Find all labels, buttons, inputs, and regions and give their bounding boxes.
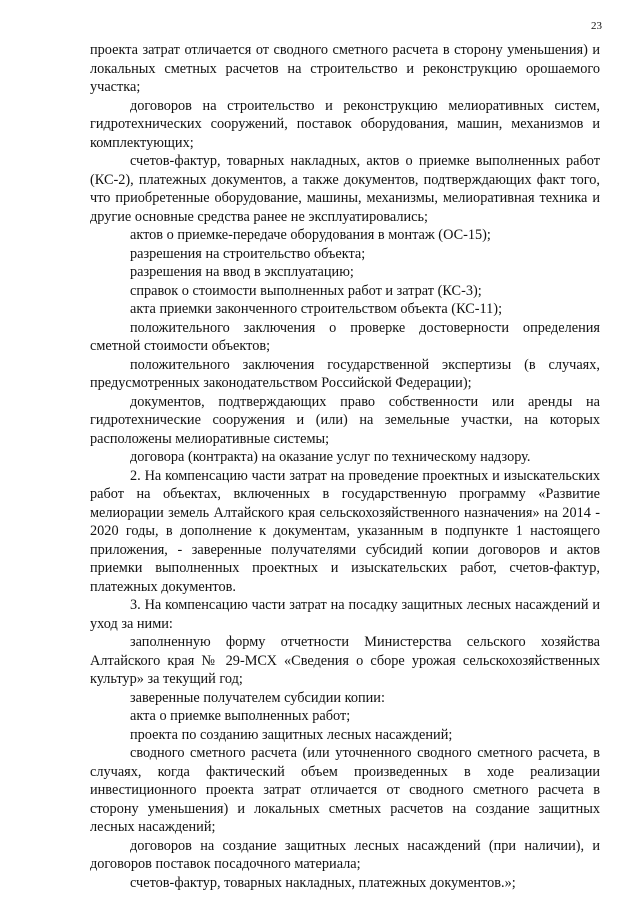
paragraph: положительного заключения о проверке достоверности определения сметной стоимости объектов; bbox=[90, 319, 600, 354]
paragraph: счетов-фактур, товарных накладных, платежных документов.»; bbox=[130, 874, 516, 891]
paragraph: заполненную форму отчетности Министерства сельского хозяйства Алтайского края № 29-МСХ «Сведения о сборе урожая сельскохозяйственных культур» за текущий год; bbox=[90, 634, 600, 687]
paragraph: сводного сметного расчета (или уточненного сводного сметного расчета, в случаях, когда фактический объем произведенных в ходе реализации инвестиционного проекта затрат отличается от сводного сметного расчета в сторону уменьшения) и локальных сметных расчетов на создание защитных лесных насаждений; bbox=[90, 745, 600, 835]
paragraph: акта приемки законченного строительством объекта (КС-11); bbox=[130, 301, 503, 317]
page-number: 23 bbox=[591, 20, 602, 32]
paragraph: разрешения на строительство объекта; bbox=[130, 245, 366, 262]
paragraph: договоров на строительство и реконструкцию мелиоративных систем, гидротехнических сооружений, поставок оборудования, машин, механизмов и комплектующих; bbox=[90, 97, 600, 151]
paragraph: договора (контракта) на оказание услуг по техническому надзору. bbox=[130, 449, 531, 465]
section-2-paragraph: 2. На компенсацию части затрат на проведение проектных и изыскательских работ на объектах, включенных в государственную программу «Развитие мелиорации земель Алтайского края сельскохозяйственного назначения» на 2014 - 2020 годы, в дополнение к документам, указанным в подпункте 1 настоящего приложения, - заверенные получателями субсидий копии договоров и актов приемки выполненных проектных и изыскательских работ, счетов-фактур, платежных документов. bbox=[90, 467, 600, 595]
paragraph: положительного заключения государственной экспертизы (в случаях, предусмотренных законодательством Российской Федерации); bbox=[90, 356, 600, 391]
paragraph: счетов-фактур, товарных накладных, актов о приемке выполненных работ (КС-2), платежных документов, а также документов, подтверждающих факт того, что приобретенные оборудование, машины, механизмы, мелиоративная техника и другие основные средства ранее не эксплуатировались; bbox=[90, 153, 600, 225]
paragraph: проекта затрат отличается от сводного сметного расчета в сторону уменьшения) и локальных сметных расчетов на строительство и реконструкцию орошаемого участка; bbox=[90, 42, 600, 95]
paragraph: справок о стоимости выполненных работ и затрат (КС-3); bbox=[130, 282, 482, 299]
paragraph: актов о приемке-передаче оборудования в монтаж (ОС-15); bbox=[130, 227, 491, 243]
section-3-heading: 3. На компенсацию части затрат на посадку защитных лесных насаждений и уход за ними: bbox=[90, 597, 600, 632]
paragraph: проекта по созданию защитных лесных насаждений; bbox=[130, 726, 453, 743]
document-body bbox=[90, 41, 600, 892]
paragraph: документов, подтверждающих право собственности или аренды на гидротехнические сооружения и (или) на земельные участки, на которых расположены мелиоративные системы; bbox=[90, 393, 600, 447]
paragraph: разрешения на ввод в эксплуатацию; bbox=[130, 264, 354, 280]
paragraph: акта о приемке выполненных работ; bbox=[130, 708, 351, 724]
paragraph: договоров на создание защитных лесных насаждений (при наличии), и договоров поставок посадочного материала; bbox=[90, 837, 600, 872]
paragraph: заверенные получателем субсидии копии: bbox=[130, 689, 385, 706]
